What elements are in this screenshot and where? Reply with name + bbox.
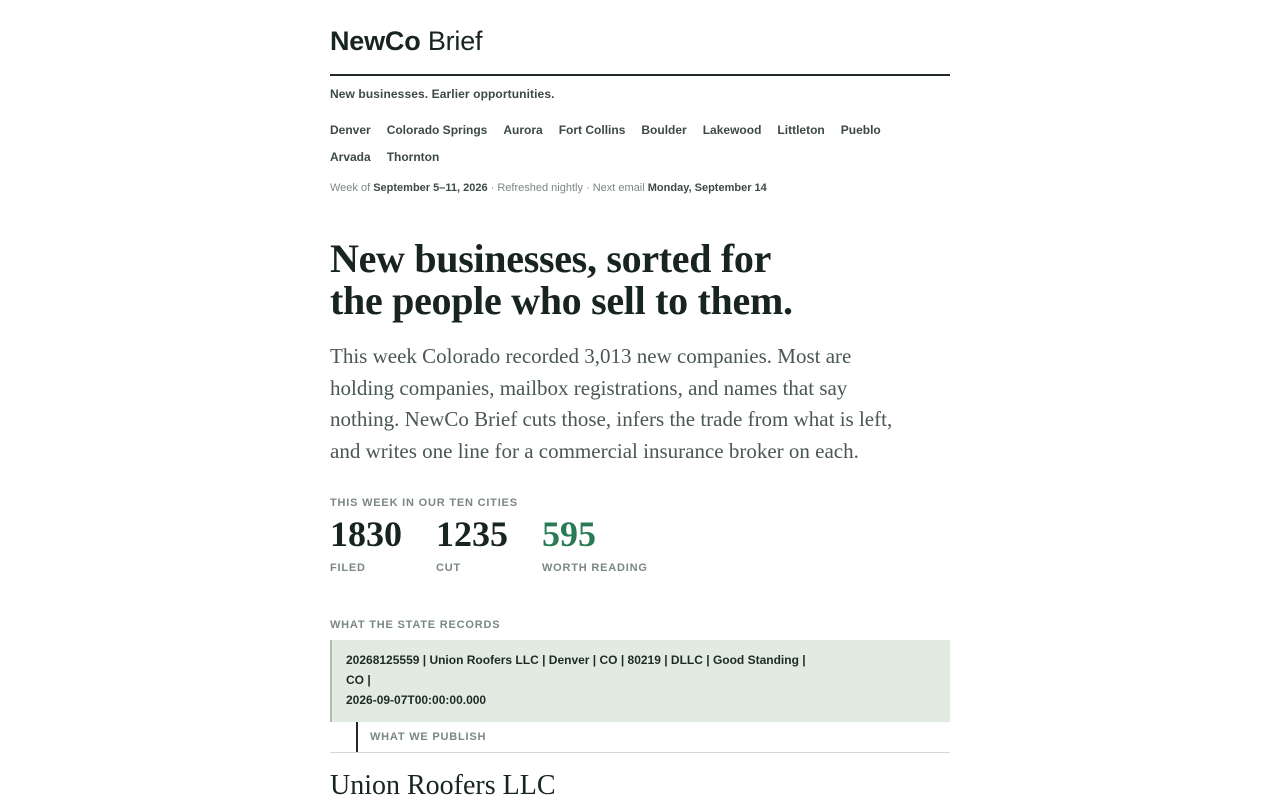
city-link-aurora[interactable]: Aurora bbox=[503, 123, 543, 137]
city-link-lakewood[interactable]: Lakewood bbox=[702, 123, 762, 137]
stat-cut-label: CUT bbox=[436, 562, 462, 574]
city-link-thornton[interactable]: Thornton bbox=[386, 150, 440, 164]
logo[interactable] bbox=[330, 26, 950, 56]
next-email-date: Monday, September 14 bbox=[647, 182, 767, 194]
city-nav bbox=[330, 122, 930, 166]
raw-record-box bbox=[330, 640, 950, 722]
headline-line-2: the people who sell to them. bbox=[330, 278, 793, 323]
records-section bbox=[330, 619, 950, 800]
city-link-colorado-springs[interactable]: Colorado Springs bbox=[386, 123, 488, 137]
stats-label: THIS WEEK IN OUR TEN CITIES bbox=[330, 497, 518, 509]
page bbox=[330, 0, 950, 800]
stat-cut-value: 1235 bbox=[436, 514, 508, 554]
records-label: WHAT THE STATE RECORDS bbox=[330, 619, 501, 631]
logo-bold: NewCo bbox=[330, 26, 421, 56]
week-prefix: Week of bbox=[330, 182, 371, 194]
masthead bbox=[330, 0, 950, 76]
logo-light: Brief bbox=[427, 26, 483, 56]
publish-label: WHAT WE PUBLISH bbox=[370, 731, 487, 743]
city-link-arvada[interactable]: Arvada bbox=[330, 150, 371, 164]
headline bbox=[330, 238, 850, 322]
raw-record bbox=[330, 640, 822, 722]
tagline: New businesses. Earlier opportunities. bbox=[330, 87, 555, 101]
refresh-info: · Refreshed nightly · Next email bbox=[490, 182, 645, 194]
lede-paragraph: This week Colorado recorded 3,013 new companies. Most are holding companies, mailbox registrations, and names that say nothing. NewCo Brief cuts those, infers the trade from what is left, and writes one line for a commercial insurance broker on each. bbox=[330, 344, 893, 463]
published-business-name: Union Roofers LLC bbox=[330, 770, 556, 800]
stat-filed-value: 1830 bbox=[330, 514, 402, 554]
stat-filed bbox=[330, 514, 402, 574]
stats-section bbox=[330, 497, 950, 574]
week-info bbox=[330, 182, 950, 194]
city-link-boulder[interactable]: Boulder bbox=[641, 123, 687, 137]
stat-worth-value: 595 bbox=[542, 514, 596, 554]
stat-worth bbox=[542, 514, 648, 574]
headline-line-1: New businesses, sorted for bbox=[330, 236, 772, 281]
stats-row bbox=[330, 514, 950, 574]
raw-record-line-2: 2026-09-07T00:00:00.000 bbox=[346, 693, 487, 707]
stat-cut bbox=[436, 514, 508, 574]
city-link-littleton[interactable]: Littleton bbox=[777, 123, 825, 137]
stat-worth-label: WORTH READING bbox=[542, 562, 648, 574]
city-link-denver[interactable]: Denver bbox=[330, 123, 371, 137]
city-link-fort-collins[interactable]: Fort Collins bbox=[558, 123, 626, 137]
week-range: September 5–11, 2026 bbox=[373, 182, 488, 194]
city-link-pueblo[interactable]: Pueblo bbox=[840, 123, 881, 137]
publish-row bbox=[330, 722, 950, 753]
stat-filed-label: FILED bbox=[330, 562, 366, 574]
raw-record-line-1: 20268125559 | Union Roofers LLC | Denver | CO | 80219 | DLLC | Good Standing | CO | bbox=[346, 653, 806, 687]
publish-connector bbox=[356, 722, 358, 752]
